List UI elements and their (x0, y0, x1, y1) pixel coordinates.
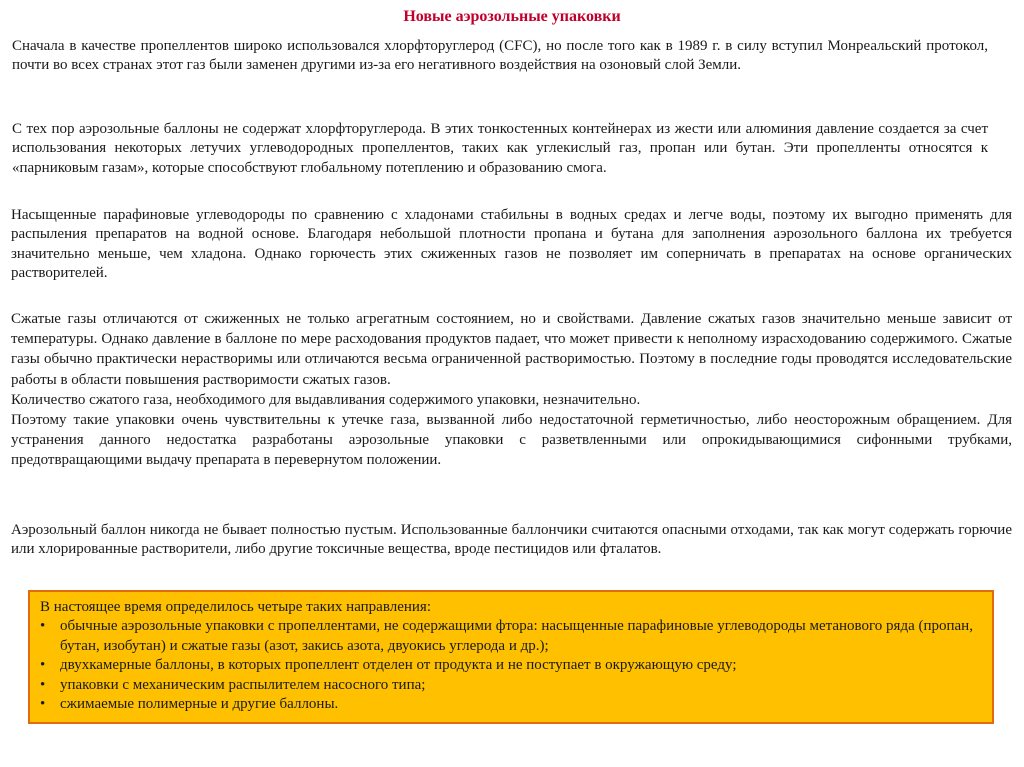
bullet-icon: • (40, 618, 46, 635)
list-item (40, 695, 982, 714)
bullet-icon: • (40, 696, 46, 713)
list-item-text: обычные аэрозольные упаковки с пропеллентами, не содержащими фтора: насыщенные парафиновые углеводороды метанового ряда (пропан, бутан, изобутан) и сжатые газы (азот, закись азота, двуокись углерода и др.); (60, 618, 973, 654)
compressed-gases-section (11, 309, 1012, 471)
list-item-text: сжимаемые полимерные и другие баллоны. (60, 696, 339, 713)
list-item (40, 656, 982, 675)
directions-box (28, 590, 994, 724)
list-item-text: двухкамерные баллоны, в которых пропеллент отделен от продукта и не поступает в окружающую среду; (60, 657, 737, 674)
paragraph-gas-quantity: Количество сжатого газа, необходимого для выдавливания содержимого упаковки, незначительно. (11, 391, 641, 408)
directions-list (40, 617, 982, 714)
paragraph-current-propellants: С тех пор аэрозольные баллоны не содержат хлорфторуглерода. В этих тонкостенных контейнерах из жести или алюминия давление создается за счет использования некоторых летучих углеводородных пропеллентов, таких как углекислый газ, пропан или бутан. Эти пропелленты относятся к «парниковым газам», которые способствуют глобальному потеплению и образованию смога. (12, 121, 988, 176)
directions-intro: В настоящее время определилось четыре таких направления: (40, 599, 431, 615)
paragraph-compressed-gases: Сжатые газы отличаются от сжиженных не только агрегатным состоянием, но и свойствами. Давление сжатых газов значительно меньше зависит от температуры. Однако давление в баллоне по мере расходования продуктов падает, что может привести к неполному израсходованию содержимого. Сжатые газы обычно практически нерастворимы или отличаются весьма ограниченной растворимостью. Поэтому в последние годы проводятся исследовательские работы в области повышения растворимости сжатых газов. (11, 311, 1012, 388)
paragraph-leak-sensitivity: Поэтому такие упаковки очень чувствительны к утечке газа, вызванной либо недостаточной герметичностью, либо неосторожным обращением. Для устранения данного недостатка разработаны аэрозольные упаковки с разветвленными или опрокидывающимися сифонными трубками, предотвращающими выдачу препарата в перевернутом положении. (11, 412, 1012, 469)
bullet-icon: • (40, 657, 46, 674)
paragraph-empty-can-waste: Аэрозольный баллон никогда не бывает полностью пустым. Использованные баллончики считаются опасными отходами, так как могут содержать горючие или хлорированные растворители, либо другие токсичные вещества, вроде пестицидов или фталатов. (11, 522, 1012, 558)
list-item (40, 676, 982, 695)
paragraph-cfc-history: Сначала в качестве пропеллентов широко использовался хлорфторуглерод (CFC), но после того как в 1989 г. в силу вступил Монреальский протокол, почти во всех странах этот газ были заменен другими из-за его негативного воздействия на озоновый слой Земли. (12, 38, 988, 74)
paragraph-paraffin-hydrocarbons: Насыщенные парафиновые углеводороды по сравнению с хладонами стабильны в водных средах и легче воды, поэтому их выгодно применять для распыления препаратов на водной основе. Благодаря небольшой плотности пропана и бутана для заполнения аэрозольного баллона их требуется значительно меньше, чем хладона. Однако горючесть этих сжиженных газов не позволяет им соперничать в препаратах на основе органических растворителей. (11, 207, 1012, 282)
bullet-icon: • (40, 676, 46, 693)
list-item-text: упаковки с механическим распылителем насосного типа; (60, 676, 426, 693)
page-title: Новые аэрозольные упаковки (403, 8, 621, 25)
list-item (40, 617, 982, 656)
